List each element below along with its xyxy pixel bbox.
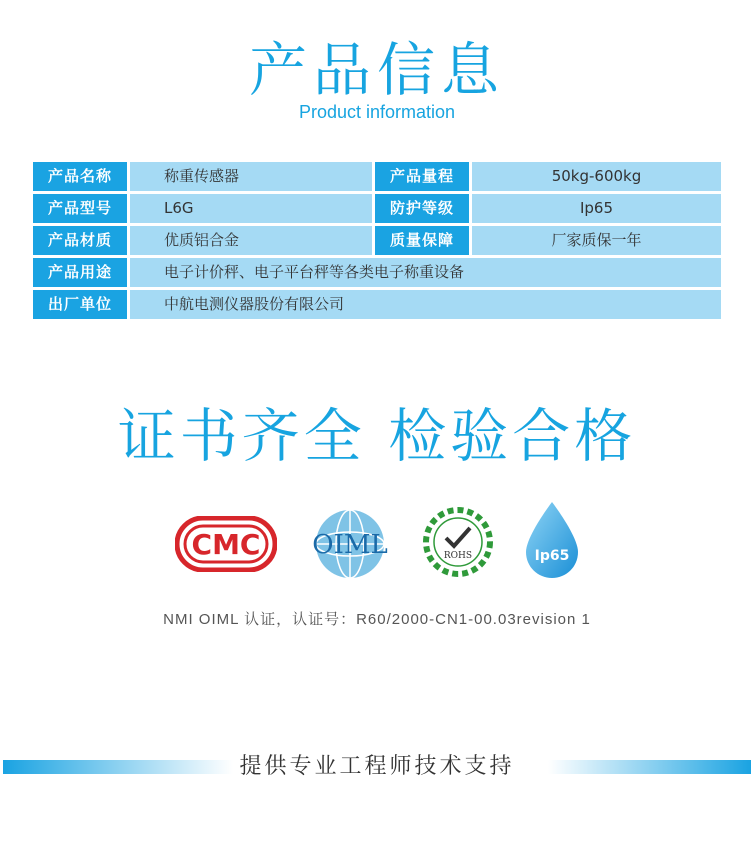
table-row — [33, 290, 721, 319]
page-title: 产品信息 — [248, 36, 505, 104]
label-material: 产品材质 — [33, 226, 127, 255]
ip65-drop-icon — [522, 500, 582, 580]
table-row — [33, 226, 721, 255]
cert-logos — [0, 500, 754, 580]
label-maker: 出厂单位 — [33, 290, 127, 319]
cmc-logo-icon — [175, 516, 277, 572]
label-model: 产品型号 — [33, 194, 127, 223]
label-usage: 产品用途 — [33, 258, 127, 287]
page-subtitle: Product information — [298, 102, 456, 122]
value-material: 优质铝合金 — [130, 226, 372, 255]
svg-text:Ip65: Ip65 — [534, 548, 570, 564]
value-product-name: 称重传感器 — [130, 162, 372, 191]
svg-text:CMC: CMC — [191, 528, 261, 561]
label-product-name: 产品名称 — [33, 162, 127, 191]
value-range: 50kg-600kg — [472, 162, 721, 191]
label-protection: 防护等级 — [375, 194, 469, 223]
value-warranty: 厂家质保一年 — [472, 226, 721, 255]
label-range: 产品量程 — [375, 162, 469, 191]
product-info-table — [33, 162, 721, 322]
cert-title: 证书齐全 检验合格 — [117, 402, 637, 470]
value-usage: 电子计价秤、电子平台秤等各类电子称重设备 — [130, 258, 721, 287]
svg-text:OIML: OIML — [312, 530, 388, 560]
rohs-logo-icon — [420, 504, 496, 580]
table-row — [33, 162, 721, 191]
value-protection: Ip65 — [472, 194, 721, 223]
label-warranty: 质量保障 — [375, 226, 469, 255]
svg-text:ROHS: ROHS — [443, 551, 473, 561]
value-maker: 中航电测仪器股份有限公司 — [130, 290, 721, 319]
oiml-logo-icon — [300, 506, 400, 582]
table-row — [33, 194, 721, 223]
table-row — [33, 258, 721, 287]
cert-note: NMI OIML 认证，认证号：R60/2000-CN1-00.03revision 1 — [163, 611, 591, 628]
footer-text: 提供专业工程师技术支持 — [239, 754, 515, 779]
value-model: L6G — [130, 194, 372, 223]
